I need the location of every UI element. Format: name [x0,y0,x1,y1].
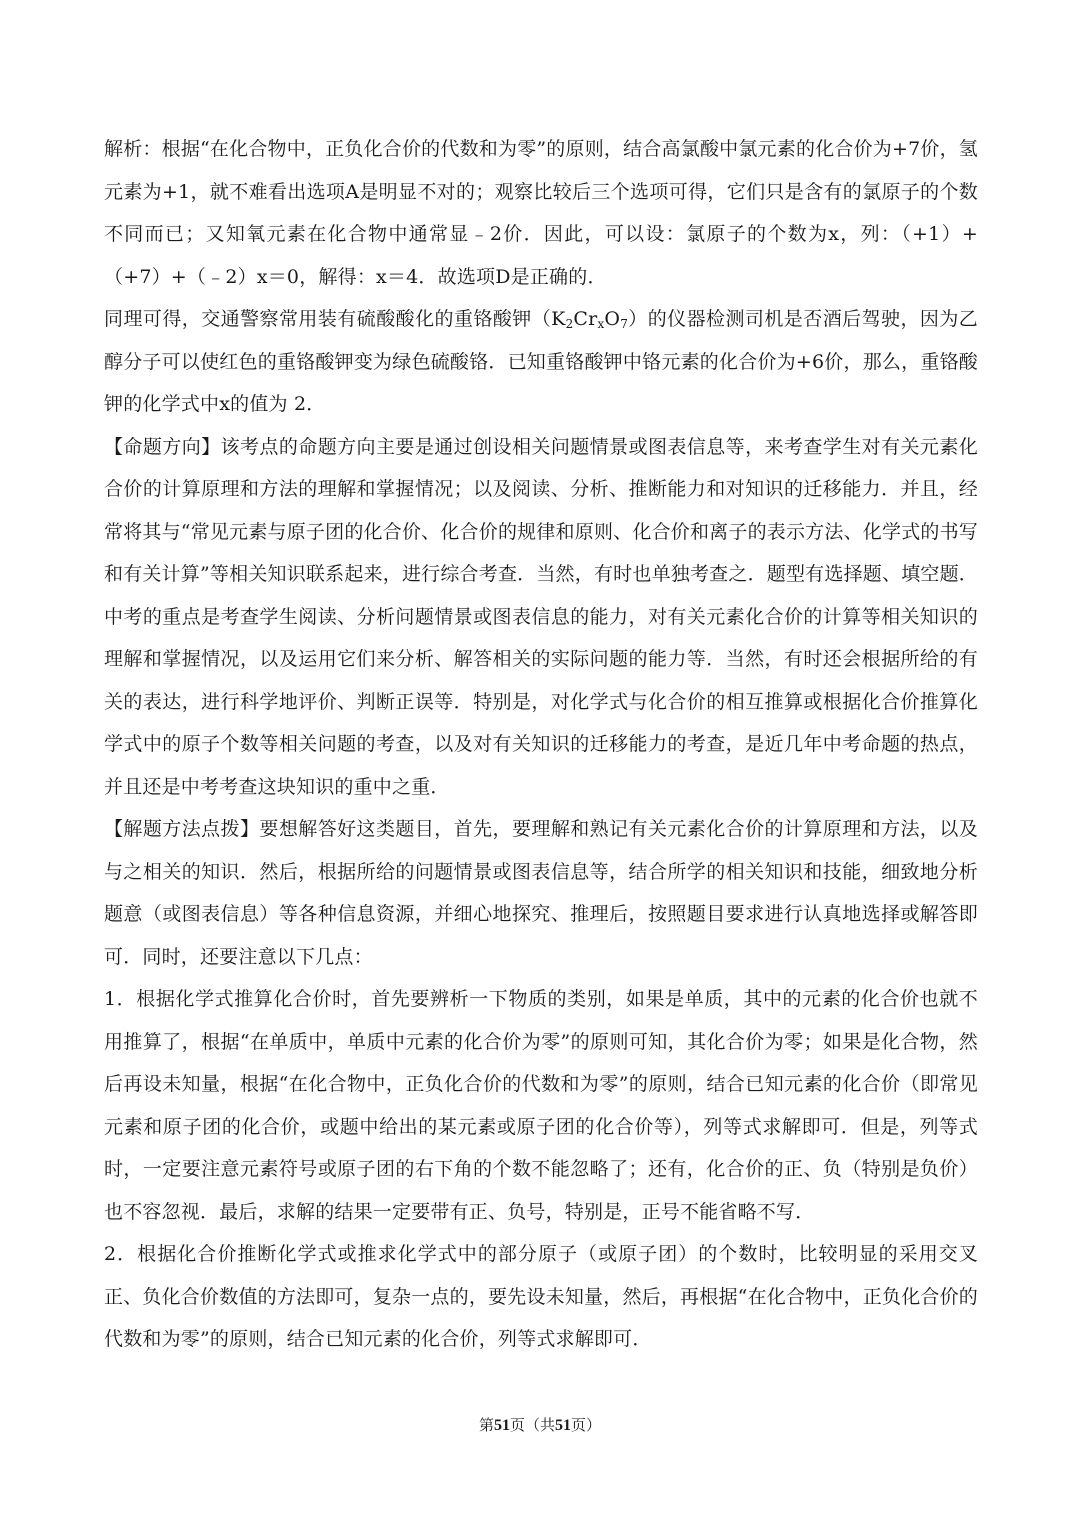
analysis-paragraph: 解析：根据“在化合物中，正负化合价的代数和为零”的原则，结合高氯酸中氯元素的化合价为+7价，氢元素为+1，就不难看出选项A是明显不对的；观察比较后三个选项可得，它们只是含有的氯原子的个数不同而已；又知氧元素在化合物中通常显﹣2价．因此，可以设：氯原子的个数为x，列：（+1）+（+7）+（﹣2）x＝0，解得：x＝4．故选项D是正确的． [104,138,978,288]
formula-subscript-x: x [597,317,605,331]
total-page-number: 51 [555,1417,571,1434]
footer-prefix: 第 [478,1416,494,1434]
page-footer [0,1414,1080,1435]
solution-method-paragraph: 【解题方法点拨】要想解答好这类题目，首先，要理解和熟记有关元素化合价的计算原理和方法，以及与之相关的知识．然后，根据所给的问题情景或图表信息等，结合所学的相关知识和技能，细致地分析题意（或图表信息）等各种信息资源，并细心地探究、推理后，按照题目要求进行认真地选择或解答即可．同时，还要注意以下几点： [104,818,978,968]
point-2-paragraph: 2．根据化合价推断化学式或推求化学式中的部分原子（或原子团）的个数时，比较明显的采用交叉正、负化合价数值的方法即可，复杂一点的，要先设未知量，然后，再根据“在化合物中，正负化合价的代数和为零”的原则，结合已知元素的化合价，列等式求解即可． [104,1243,978,1350]
footer-suffix: 页） [571,1416,602,1434]
formula-o: O [604,308,621,330]
question-direction-paragraph: 【命题方向】该考点的命题方向主要是通过创设相关问题情景或图表信息等，来考查学生对有关元素化合价的计算原理和方法的理解和掌握情况；以及阅读、分析、推断能力和对知识的迁移能力．并且，经常将其与“常见元素与原子团的化合价、化合价的规律和原则、化合价和离子的表示方法、化学式的书写和有关计算”等相关知识联系起来，进行综合考查．当然，有时也单独考查之．题型有选择题、填空题．中考的重点是考查学生阅读、分析问题情景或图表信息的能力，对有关元素化合价的计算等相关知识的理解和掌握情况，以及运用它们来分析、解答相关的实际问题的能力等．当然，有时还会根据所给的有关的表达，进行科学地评价、判断正误等．特别是，对化学式与化合价的相互推算或根据化合价推算化学式中的原子个数等相关问题的考查，以及对有关知识的迁移能力的考查，是近几年中考命题的热点，并且还是中考考查这块知识的重中之重． [104,435,978,798]
document-body [104,128,978,1361]
current-page-number: 51 [493,1417,510,1434]
similarly-text-before: 同理可得，交通警察常用装有硫酸酸化的重铬酸钾（K [104,308,566,330]
formula-cr: Cr [573,308,598,330]
footer-middle: 页（共 [509,1416,555,1434]
formula-subscript-2: 2 [565,317,574,331]
formula-subscript-7: 7 [620,317,629,331]
similarly-paragraph [104,298,978,426]
point-1-paragraph: 1．根据化学式推算化合价时，首先要辨析一下物质的类别，如果是单质，其中的元素的化合价也就不用推算了，根据“在单质中，单质中元素的化合价为零”的原则可知，其化合价为零；如果是化合物，然后再设未知量，根据“在化合物中，正负化合价的代数和为零”的原则，结合已知元素的化合价（即常见元素和原子团的化合价，或题中给出的某元素或原子团的化合价等），列等式求解即可．但是，列等式时，一定要注意元素符号或原子团的右下角的个数不能忽略了；还有，化合价的正、负（特别是负价）也不容忽视．最后，求解的结果一定要带有正、负号，特别是，正号不能省略不写． [104,988,978,1223]
similarly-text-after: ）的仪器检测司机是否酒后驾驶，因为乙醇分子可以使红色的重铬酸钾变为绿色硫酸铬．已知重铬酸钾中铬元素的化合价为+6价，那么，重铬酸钾的化学式中x的值为 2． [104,308,978,415]
